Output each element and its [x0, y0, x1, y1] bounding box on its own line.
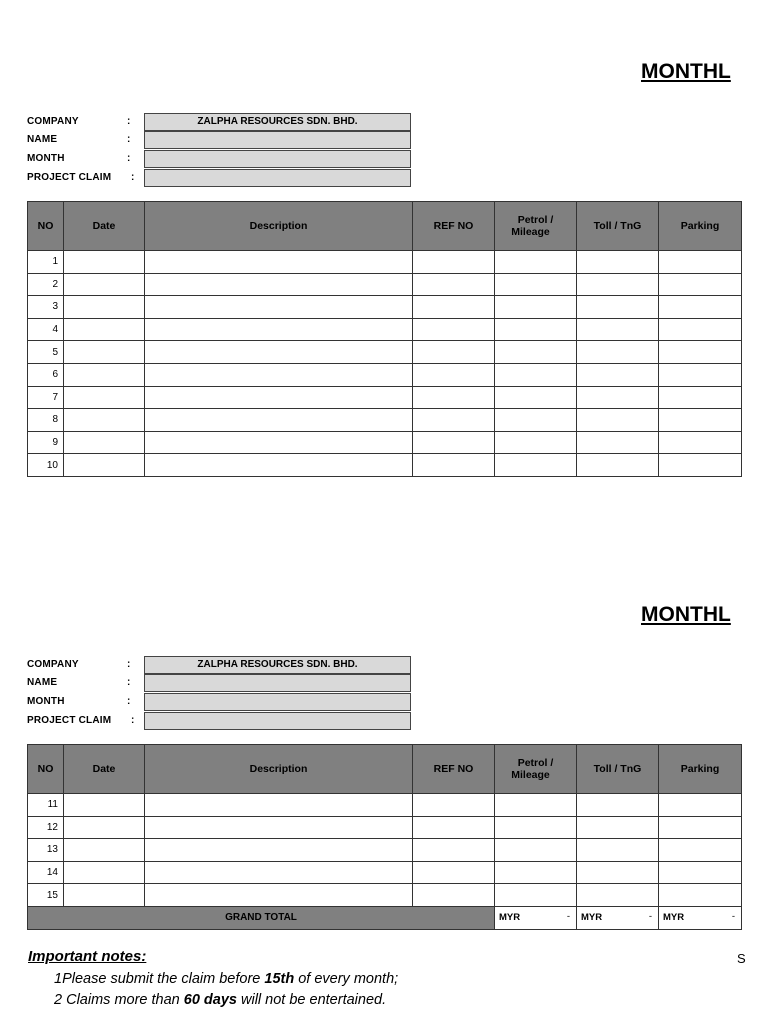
month-label: MONTH — [27, 696, 65, 707]
date-cell[interactable] — [64, 318, 145, 341]
petrol-cell[interactable] — [495, 409, 577, 432]
note-1-text-b: of every month; — [294, 971, 399, 987]
project-claim-field[interactable] — [144, 169, 411, 187]
month-row — [27, 150, 413, 169]
table-row — [28, 409, 742, 432]
total-petrol-value: - — [566, 910, 570, 922]
toll-cell[interactable] — [577, 251, 659, 274]
petrol-cell[interactable] — [495, 431, 577, 454]
row-no: 3 — [28, 296, 64, 319]
date-cell[interactable] — [64, 794, 145, 817]
col-ref-no: REF NO — [413, 745, 495, 794]
col-description: Description — [145, 745, 413, 794]
row-no: 14 — [28, 861, 64, 884]
ref-no-cell[interactable] — [413, 296, 495, 319]
col-parking: Parking — [659, 745, 742, 794]
description-cell[interactable] — [145, 816, 413, 839]
ref-no-cell[interactable] — [413, 273, 495, 296]
date-cell[interactable] — [64, 251, 145, 274]
table-row — [28, 861, 742, 884]
toll-cell[interactable] — [577, 296, 659, 319]
description-cell[interactable] — [145, 273, 413, 296]
parking-cell[interactable] — [659, 251, 742, 274]
total-parking-currency: MYR — [663, 912, 685, 924]
name-row — [27, 674, 413, 693]
parking-cell[interactable] — [659, 884, 742, 907]
company-field[interactable]: ZALPHA RESOURCES SDN. BHD. — [144, 656, 411, 674]
table-body-1 — [28, 251, 742, 477]
table-header — [28, 202, 742, 251]
toll-cell[interactable] — [577, 794, 659, 817]
colon: : — [127, 659, 131, 670]
petrol-cell[interactable] — [495, 386, 577, 409]
parking-cell[interactable] — [659, 861, 742, 884]
row-no: 1 — [28, 251, 64, 274]
ref-no-cell[interactable] — [413, 861, 495, 884]
col-petrol-line1: Petrol / — [517, 214, 554, 226]
col-petrol-line2: Mileage — [511, 769, 550, 781]
total-toll-value: - — [648, 910, 652, 922]
table-row — [28, 318, 742, 341]
description-cell[interactable] — [145, 884, 413, 907]
ref-no-cell[interactable] — [413, 431, 495, 454]
colon: : — [127, 696, 131, 707]
table-row — [28, 839, 742, 862]
description-cell[interactable] — [145, 296, 413, 319]
col-description: Description — [145, 202, 413, 251]
company-row — [27, 656, 413, 675]
date-cell[interactable] — [64, 816, 145, 839]
description-cell[interactable] — [145, 341, 413, 364]
col-petrol-mileage — [495, 745, 577, 794]
note-2-text-a: Claims more than — [62, 992, 184, 1008]
table-row — [28, 386, 742, 409]
date-cell[interactable] — [64, 861, 145, 884]
parking-cell[interactable] — [659, 273, 742, 296]
important-notes-title: Important notes: — [28, 948, 147, 965]
grand-total-label: GRAND TOTAL — [28, 906, 495, 929]
row-no: 10 — [28, 454, 64, 477]
note-1-number: 1 — [54, 971, 63, 987]
project-claim-row — [27, 169, 413, 188]
date-cell[interactable] — [64, 341, 145, 364]
description-cell[interactable] — [145, 431, 413, 454]
col-petrol-mileage — [495, 202, 577, 251]
toll-cell[interactable] — [577, 386, 659, 409]
parking-cell[interactable] — [659, 318, 742, 341]
table-row — [28, 454, 742, 477]
row-no: 13 — [28, 839, 64, 862]
date-cell[interactable] — [64, 454, 145, 477]
ref-no-cell[interactable] — [413, 318, 495, 341]
table-row — [28, 816, 742, 839]
claims-table-2 — [27, 744, 742, 930]
parking-cell[interactable] — [659, 454, 742, 477]
colon: : — [127, 134, 131, 145]
table-body-2 — [28, 794, 742, 907]
petrol-cell[interactable] — [495, 251, 577, 274]
date-cell[interactable] — [64, 884, 145, 907]
petrol-cell[interactable] — [495, 273, 577, 296]
name-label: NAME — [27, 134, 58, 145]
ref-no-cell[interactable] — [413, 386, 495, 409]
note-2-text-b: will not be entertained. — [236, 992, 387, 1008]
colon: : — [127, 116, 131, 127]
ref-no-cell[interactable] — [413, 816, 495, 839]
grand-total-row — [28, 906, 742, 929]
note-2-number: 2 — [54, 992, 63, 1008]
project-claim-label: PROJECT CLAIM — [27, 715, 112, 726]
date-cell[interactable] — [64, 409, 145, 432]
row-no: 2 — [28, 273, 64, 296]
row-no: 12 — [28, 816, 64, 839]
parking-cell[interactable] — [659, 363, 742, 386]
description-cell[interactable] — [145, 861, 413, 884]
total-petrol-currency: MYR — [499, 912, 521, 924]
date-cell[interactable] — [64, 386, 145, 409]
total-toll-currency: MYR — [581, 912, 603, 924]
table-row — [28, 341, 742, 364]
description-cell[interactable] — [145, 454, 413, 477]
col-ref-no: REF NO — [413, 202, 495, 251]
date-cell[interactable] — [64, 839, 145, 862]
company-label: COMPANY — [27, 116, 79, 127]
petrol-cell[interactable] — [495, 454, 577, 477]
toll-cell[interactable] — [577, 884, 659, 907]
petrol-cell[interactable] — [495, 296, 577, 319]
colon: : — [131, 172, 135, 183]
col-toll: Toll / TnG — [577, 202, 659, 251]
table-row — [28, 296, 742, 319]
date-cell[interactable] — [64, 363, 145, 386]
company-row — [27, 113, 413, 132]
parking-cell[interactable] — [659, 296, 742, 319]
month-row — [27, 693, 413, 712]
total-parking — [659, 906, 742, 929]
note-1 — [54, 971, 398, 987]
parking-cell[interactable] — [659, 386, 742, 409]
table-row — [28, 431, 742, 454]
claims-table-1 — [27, 201, 742, 477]
parking-cell[interactable] — [659, 816, 742, 839]
description-cell[interactable] — [145, 409, 413, 432]
petrol-cell[interactable] — [495, 884, 577, 907]
toll-cell[interactable] — [577, 273, 659, 296]
ref-no-cell[interactable] — [413, 341, 495, 364]
table-row — [28, 251, 742, 274]
table-row — [28, 794, 742, 817]
row-no: 15 — [28, 884, 64, 907]
parking-cell[interactable] — [659, 794, 742, 817]
petrol-cell[interactable] — [495, 839, 577, 862]
form-title-1: MONTHL — [641, 60, 731, 83]
description-cell[interactable] — [145, 794, 413, 817]
col-toll: Toll / TnG — [577, 745, 659, 794]
form-title-2: MONTHL — [641, 603, 731, 626]
total-parking-value: - — [731, 910, 735, 922]
name-label: NAME — [27, 677, 58, 688]
ref-no-cell[interactable] — [413, 839, 495, 862]
toll-cell[interactable] — [577, 363, 659, 386]
month-field[interactable] — [144, 150, 411, 168]
project-claim-field[interactable] — [144, 712, 411, 730]
row-no: 11 — [28, 794, 64, 817]
total-petrol — [495, 906, 577, 929]
ref-no-cell[interactable] — [413, 251, 495, 274]
total-toll — [577, 906, 659, 929]
name-field[interactable] — [144, 131, 411, 149]
toll-cell[interactable] — [577, 341, 659, 364]
table-header — [28, 745, 742, 794]
table-row — [28, 273, 742, 296]
parking-cell[interactable] — [659, 839, 742, 862]
table-row — [28, 363, 742, 386]
col-no: NO — [28, 202, 64, 251]
toll-cell[interactable] — [577, 861, 659, 884]
ref-no-cell[interactable] — [413, 363, 495, 386]
petrol-cell[interactable] — [495, 363, 577, 386]
parking-cell[interactable] — [659, 409, 742, 432]
description-cell[interactable] — [145, 251, 413, 274]
parking-cell[interactable] — [659, 431, 742, 454]
description-cell[interactable] — [145, 318, 413, 341]
row-no: 7 — [28, 386, 64, 409]
ref-no-cell[interactable] — [413, 794, 495, 817]
col-parking: Parking — [659, 202, 742, 251]
note-2 — [54, 992, 386, 1008]
company-label: COMPANY — [27, 659, 79, 670]
colon: : — [127, 153, 131, 164]
project-claim-label: PROJECT CLAIM — [27, 172, 112, 183]
description-cell[interactable] — [145, 839, 413, 862]
toll-cell[interactable] — [577, 454, 659, 477]
colon: : — [131, 715, 135, 726]
table-row — [28, 884, 742, 907]
description-cell[interactable] — [145, 386, 413, 409]
petrol-cell[interactable] — [495, 341, 577, 364]
name-row — [27, 131, 413, 150]
description-cell[interactable] — [145, 363, 413, 386]
ref-no-cell[interactable] — [413, 884, 495, 907]
ref-no-cell[interactable] — [413, 409, 495, 432]
ref-no-cell[interactable] — [413, 454, 495, 477]
col-date: Date — [64, 202, 145, 251]
note-2-limit: 60 days — [183, 992, 237, 1008]
toll-cell[interactable] — [577, 839, 659, 862]
toll-cell[interactable] — [577, 409, 659, 432]
toll-cell[interactable] — [577, 431, 659, 454]
row-no: 8 — [28, 409, 64, 432]
col-no: NO — [28, 745, 64, 794]
petrol-cell[interactable] — [495, 816, 577, 839]
row-no: 6 — [28, 363, 64, 386]
parking-cell[interactable] — [659, 341, 742, 364]
colon: : — [127, 677, 131, 688]
month-field[interactable] — [144, 693, 411, 711]
row-no: 5 — [28, 341, 64, 364]
petrol-cell[interactable] — [495, 794, 577, 817]
note-1-text-a: Please submit the claim before — [62, 971, 265, 987]
toll-cell[interactable] — [577, 318, 659, 341]
date-cell[interactable] — [64, 431, 145, 454]
col-petrol-line1: Petrol / — [517, 757, 554, 769]
date-cell[interactable] — [64, 296, 145, 319]
project-claim-row — [27, 712, 413, 731]
col-petrol-line2: Mileage — [511, 226, 550, 238]
date-cell[interactable] — [64, 273, 145, 296]
month-label: MONTH — [27, 153, 65, 164]
col-date: Date — [64, 745, 145, 794]
company-field[interactable]: ZALPHA RESOURCES SDN. BHD. — [144, 113, 411, 131]
toll-cell[interactable] — [577, 816, 659, 839]
row-no: 9 — [28, 431, 64, 454]
cut-off-text: S — [737, 951, 746, 966]
note-1-deadline: 15th — [264, 971, 295, 987]
petrol-cell[interactable] — [495, 318, 577, 341]
row-no: 4 — [28, 318, 64, 341]
petrol-cell[interactable] — [495, 861, 577, 884]
name-field[interactable] — [144, 674, 411, 692]
